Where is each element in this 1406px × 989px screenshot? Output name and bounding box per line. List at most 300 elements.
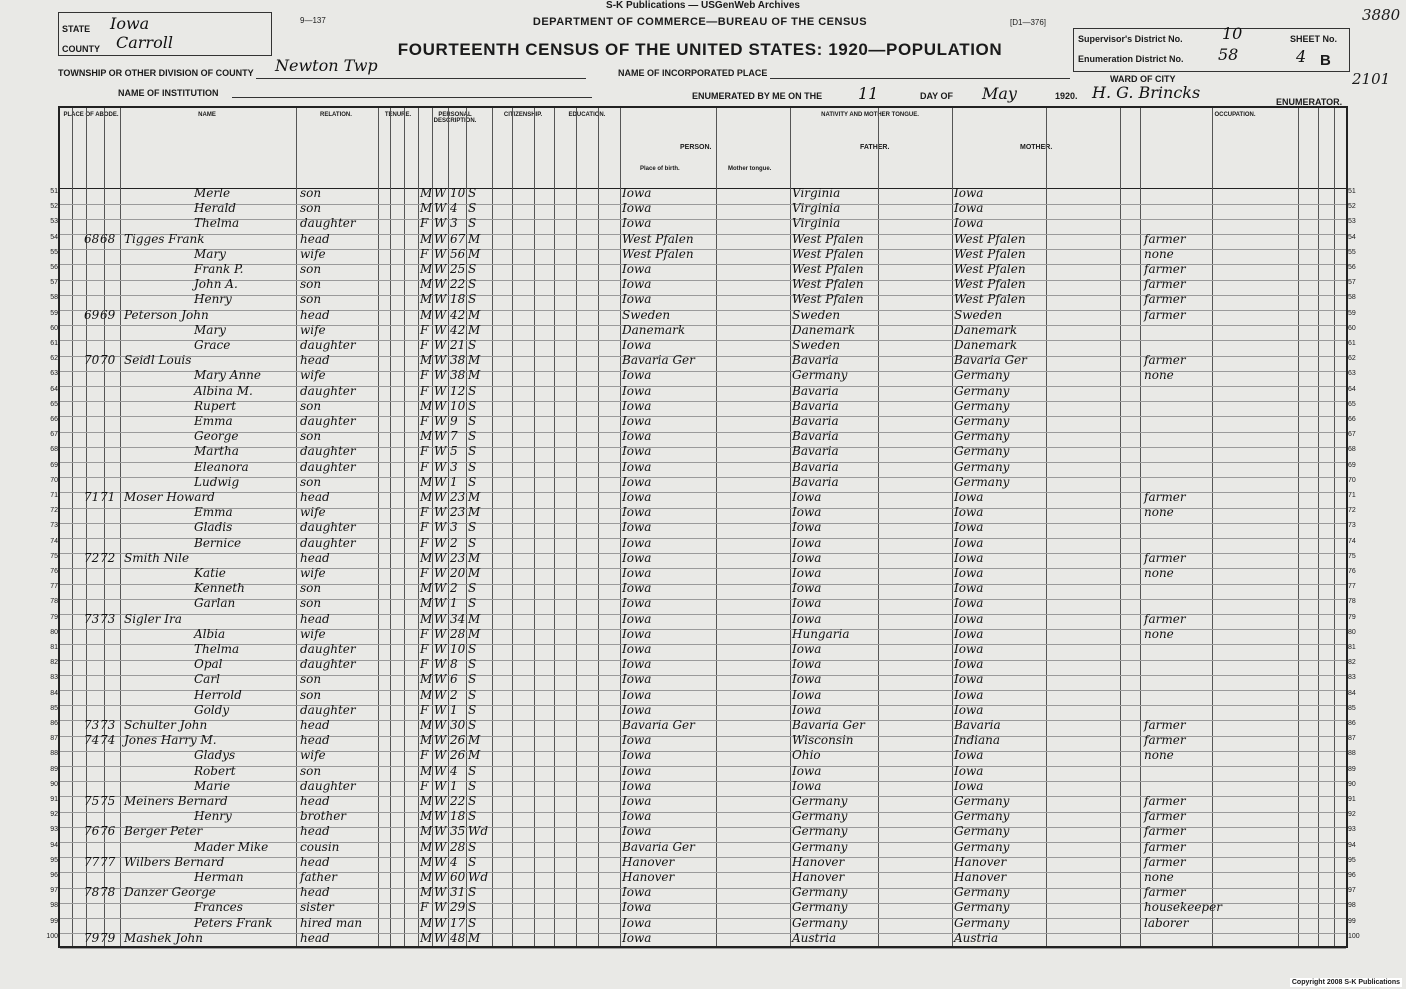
cell-age: 23 — [450, 550, 466, 565]
cell-mb: Iowa — [954, 702, 984, 717]
cell-rel: father — [300, 870, 337, 884]
cell-age: 10 — [450, 186, 466, 200]
cell-name: Garlan — [194, 596, 236, 611]
line-number-right: 59 — [1348, 309, 1356, 317]
cell-race: W — [434, 246, 447, 261]
cell-mb: Iowa — [954, 672, 984, 687]
cell-sex: F — [420, 444, 429, 459]
line-number-right: 77 — [1348, 583, 1356, 591]
enumeration-day: 11 — [858, 84, 879, 103]
cell-mb: Germany — [954, 383, 1010, 398]
cell-ms: M — [468, 353, 481, 368]
cell-rel: daughter — [300, 702, 356, 717]
cell-occ: none — [1144, 505, 1174, 520]
cell-sex: M — [420, 581, 433, 596]
cell-fb: Bavaria — [792, 444, 839, 459]
cell-fam: 79 — [100, 930, 116, 945]
cell-age: 8 — [450, 657, 458, 672]
cell-age: 26 — [450, 748, 466, 763]
cell-sex: M — [420, 687, 433, 702]
cell-fb: Germany — [792, 368, 848, 383]
cell-dw: 68 — [84, 231, 100, 246]
cell-fam: 68 — [100, 231, 116, 246]
cell-age: 38 — [450, 368, 466, 383]
ward-label: WARD OF CITY — [1110, 74, 1176, 84]
line-number: 53 — [50, 218, 58, 226]
cell-age: 18 — [450, 292, 466, 307]
line-number-right: 69 — [1348, 461, 1356, 469]
cell-race: W — [434, 718, 447, 732]
cell-name: John A. — [194, 277, 238, 292]
cell-name: Goldy — [194, 702, 230, 717]
cell-sex: F — [420, 383, 429, 398]
group-citizenship: CITIZENSHIP. — [503, 112, 543, 118]
cell-age: 4 — [450, 201, 458, 216]
cell-fb: Iowa — [792, 596, 822, 611]
cell-name: Sigler Ira — [124, 611, 182, 626]
line-number-right: 53 — [1348, 218, 1356, 226]
line-number-right: 65 — [1348, 400, 1356, 408]
cell-mb: Germany — [954, 459, 1010, 474]
cell-mb: Hanover — [954, 870, 1007, 884]
institution-label: NAME OF INSTITUTION — [118, 88, 219, 98]
cell-age: 42 — [450, 307, 466, 322]
cell-occ: none — [1144, 626, 1174, 641]
cell-ms: S — [468, 778, 477, 793]
cell-mb: Germany — [954, 444, 1010, 459]
cell-race: W — [434, 854, 447, 869]
cell-sex: F — [420, 626, 429, 641]
line-number-right: 89 — [1348, 765, 1356, 773]
cell-bp: Iowa — [622, 566, 652, 580]
cell-mb: Austria — [954, 930, 999, 945]
cell-fb: Germany — [792, 794, 848, 808]
line-number: 65 — [50, 400, 58, 408]
township-label: TOWNSHIP OR OTHER DIVISION OF COUNTY — [58, 68, 254, 78]
cell-age: 21 — [450, 338, 466, 352]
cell-bp: Iowa — [622, 550, 652, 565]
line-number: 86 — [50, 720, 58, 727]
cell-fb: West Pfalen — [792, 231, 864, 246]
cell-mb: Germany — [954, 839, 1010, 854]
line-number: 74 — [50, 537, 58, 545]
cell-bp: Iowa — [622, 520, 652, 535]
day-of-label: DAY OF — [920, 91, 954, 101]
line-number-right: 82 — [1348, 659, 1356, 667]
cell-mb: Danemark — [954, 322, 1018, 337]
line-number: 75 — [50, 552, 58, 560]
cell-mb: Iowa — [954, 535, 984, 550]
line-number: 89 — [50, 765, 58, 773]
cell-mb: Iowa — [954, 186, 984, 200]
cell-mb: Bavaria — [954, 718, 1001, 732]
cell-age: 22 — [450, 277, 466, 292]
cell-name: Emma — [194, 505, 233, 520]
cell-bp: Iowa — [622, 581, 652, 596]
cell-fam: 71 — [100, 490, 116, 504]
cell-rel: daughter — [300, 535, 356, 550]
cell-race: W — [434, 277, 447, 292]
cell-occ: farmer — [1144, 277, 1186, 292]
cell-rel: son — [300, 262, 322, 276]
cell-race: W — [434, 262, 447, 276]
cell-mb: Iowa — [954, 778, 984, 793]
cell-bp: Iowa — [622, 672, 652, 687]
enumeration-district-value: 58 — [1218, 45, 1239, 64]
line-number-right: 80 — [1348, 628, 1356, 636]
line-number-right: 61 — [1348, 340, 1356, 347]
cell-age: 28 — [450, 626, 466, 641]
line-number: 52 — [50, 203, 58, 211]
township-value: Newton Twp — [275, 56, 378, 75]
cell-rel: son — [300, 277, 322, 292]
line-number: 82 — [50, 659, 58, 667]
cell-name: Seidl Louis — [124, 353, 192, 368]
cell-ms: S — [468, 642, 477, 656]
cell-fb: Hanover — [792, 854, 845, 869]
line-number: 73 — [50, 522, 58, 530]
cell-sex: M — [420, 611, 433, 626]
cell-bp: Iowa — [622, 900, 652, 915]
line-number: 63 — [50, 370, 58, 378]
cell-sex: F — [420, 657, 429, 672]
cell-ms: S — [468, 809, 477, 824]
line-number: 67 — [50, 431, 58, 439]
cell-sex: M — [420, 186, 433, 200]
cell-mb: West Pfalen — [954, 231, 1026, 246]
cell-ms: S — [468, 596, 477, 611]
line-number: 70 — [50, 476, 58, 484]
cell-bp: Iowa — [622, 748, 652, 763]
cell-fb: Virginia — [792, 201, 841, 216]
cell-bp: Iowa — [622, 794, 652, 808]
cell-ms: Wd — [468, 870, 489, 884]
cell-ms: S — [468, 520, 477, 535]
cell-sex: F — [420, 459, 429, 474]
cell-sex: M — [420, 809, 433, 824]
cell-age: 7 — [450, 429, 458, 444]
cell-ms: M — [468, 748, 481, 763]
line-number: 96 — [50, 872, 58, 879]
line-number-right: 100 — [1348, 932, 1360, 940]
line-number: 99 — [50, 917, 58, 925]
cell-rel: head — [300, 490, 330, 504]
cell-name: Katie — [194, 566, 226, 580]
year-label: 1920. — [1055, 91, 1078, 101]
cell-rel: head — [300, 930, 330, 945]
line-number: 72 — [50, 507, 58, 515]
cell-race: W — [434, 596, 447, 611]
line-number: 92 — [50, 811, 58, 819]
cell-occ: farmer — [1144, 611, 1186, 626]
cell-name: Kenneth — [194, 581, 245, 596]
line-number: 91 — [50, 796, 58, 803]
cell-fam: 78 — [100, 885, 116, 900]
cell-occ: none — [1144, 368, 1174, 383]
cell-rel: daughter — [300, 520, 356, 535]
cell-name: Martha — [194, 444, 239, 459]
cell-sex: F — [420, 338, 429, 352]
line-number-right: 98 — [1348, 902, 1356, 910]
cell-sex: F — [420, 414, 429, 428]
cell-name: Schulter John — [124, 718, 208, 732]
cell-age: 9 — [450, 414, 458, 428]
cell-occ: farmer — [1144, 292, 1186, 307]
line-number-right: 85 — [1348, 704, 1356, 712]
cell-rel: son — [300, 672, 322, 687]
cell-mb: Iowa — [954, 657, 984, 672]
cell-fb: Virginia — [792, 186, 841, 200]
line-number: 66 — [50, 416, 58, 423]
cell-ms: S — [468, 398, 477, 413]
cell-bp: Iowa — [622, 885, 652, 900]
line-number: 64 — [50, 385, 58, 393]
cell-fam: 72 — [100, 550, 116, 565]
cell-ms: M — [468, 246, 481, 261]
cell-bp: Hanover — [622, 870, 675, 884]
line-number-right: 74 — [1348, 537, 1356, 545]
cell-ms: S — [468, 794, 477, 808]
cell-age: 6 — [450, 672, 458, 687]
line-number: 55 — [50, 248, 58, 256]
line-number: 85 — [50, 704, 58, 712]
cell-rel: wife — [300, 505, 326, 520]
cell-ms: S — [468, 657, 477, 672]
cell-race: W — [434, 550, 447, 565]
cell-age: 22 — [450, 794, 466, 808]
cell-rel: daughter — [300, 778, 356, 793]
cell-ms: S — [468, 429, 477, 444]
line-number: 57 — [50, 279, 58, 287]
line-number: 97 — [50, 887, 58, 895]
cell-occ: farmer — [1144, 262, 1186, 276]
cell-rel: son — [300, 292, 322, 307]
line-number: 76 — [50, 568, 58, 575]
cell-fb: Iowa — [792, 505, 822, 520]
cell-rel: daughter — [300, 642, 356, 656]
cell-rel: son — [300, 474, 322, 489]
cell-race: W — [434, 216, 447, 231]
cell-age: 10 — [450, 398, 466, 413]
cell-fb: Iowa — [792, 672, 822, 687]
cell-name: Herald — [194, 201, 236, 216]
header-place-of-birth: Place of birth. — [640, 166, 680, 172]
cell-mb: Hanover — [954, 854, 1007, 869]
line-number-right: 91 — [1348, 796, 1356, 803]
line-number-right: 52 — [1348, 203, 1356, 211]
cell-rel: wife — [300, 246, 326, 261]
line-number-right: 71 — [1348, 492, 1356, 499]
line-number-right: 64 — [1348, 385, 1356, 393]
cell-name: Peterson John — [124, 307, 209, 322]
cell-mb: Germany — [954, 474, 1010, 489]
cell-sex: M — [420, 398, 433, 413]
line-number-right: 76 — [1348, 568, 1356, 575]
incorporated-label: NAME OF INCORPORATED PLACE — [618, 68, 768, 78]
cell-sex: M — [420, 718, 433, 732]
cell-name: Tigges Frank — [124, 231, 205, 246]
cell-mb: Iowa — [954, 550, 984, 565]
cell-occ: farmer — [1144, 231, 1186, 246]
cell-age: 3 — [450, 216, 458, 231]
cell-race: W — [434, 505, 447, 520]
cell-ms: M — [468, 368, 481, 383]
cell-bp: Iowa — [622, 338, 652, 352]
cell-age: 10 — [450, 642, 466, 656]
cell-bp: Iowa — [622, 702, 652, 717]
cell-fb: Hungaria — [792, 626, 850, 641]
cell-race: W — [434, 186, 447, 200]
cell-fb: Germany — [792, 915, 848, 930]
cell-age: 1 — [450, 702, 458, 717]
cell-bp: Iowa — [622, 414, 652, 428]
cell-name: Smith Nile — [124, 550, 190, 565]
cell-name: Albina M. — [194, 383, 253, 398]
cell-race: W — [434, 885, 447, 900]
cell-race: W — [434, 490, 447, 504]
cell-age: 60 — [450, 870, 466, 884]
line-number: 56 — [50, 264, 58, 271]
line-number-right: 95 — [1348, 856, 1356, 864]
group-occupation: OCCUPATION. — [1214, 112, 1256, 118]
cell-ms: M — [468, 611, 481, 626]
copyright-notice: Copyright 2008 S-K Publications — [1291, 979, 1400, 986]
line-number-right: 87 — [1348, 735, 1356, 743]
cell-name: Rupert — [194, 398, 237, 413]
cell-race: W — [434, 839, 447, 854]
line-number-right: 58 — [1348, 294, 1356, 302]
line-number-right: 88 — [1348, 750, 1356, 758]
cell-rel: head — [300, 718, 330, 732]
cell-sex: M — [420, 231, 433, 246]
cell-bp: Iowa — [622, 368, 652, 383]
cell-age: 29 — [450, 900, 466, 915]
cell-sex: F — [420, 322, 429, 337]
cell-age: 35 — [450, 824, 466, 839]
cell-bp: West Pfalen — [622, 231, 694, 246]
cell-rel: daughter — [300, 444, 356, 459]
enumerator-label: ENUMERATOR. — [1276, 97, 1343, 107]
cell-age: 31 — [450, 885, 466, 900]
cell-name: Ludwig — [194, 474, 240, 489]
cell-age: 2 — [450, 581, 458, 596]
cell-sex: M — [420, 672, 433, 687]
cell-race: W — [434, 870, 447, 884]
cell-bp: Iowa — [622, 611, 652, 626]
line-number-right: 96 — [1348, 872, 1356, 879]
cell-occ: none — [1144, 870, 1174, 884]
cell-occ: farmer — [1144, 794, 1186, 808]
cell-occ: housekeeper — [1144, 900, 1222, 915]
cell-ms: M — [468, 550, 481, 565]
line-number-right: 54 — [1348, 233, 1356, 241]
cell-race: W — [434, 322, 447, 337]
cell-ms: S — [468, 292, 477, 307]
cell-sex: F — [420, 778, 429, 793]
cell-ms: M — [468, 626, 481, 641]
cell-fb: Bavaria — [792, 353, 839, 368]
cell-age: 4 — [450, 854, 458, 869]
cell-occ: farmer — [1144, 490, 1186, 504]
supervisor-label: Supervisor's District No. — [1078, 34, 1183, 44]
line-number-right: 75 — [1348, 552, 1356, 560]
enumerator-name: H. G. Brincks — [1092, 83, 1201, 102]
line-number-right: 93 — [1348, 826, 1356, 834]
cell-fam: 73 — [100, 718, 116, 732]
cell-name: Mary Anne — [194, 368, 261, 383]
cell-name: Peters Frank — [194, 915, 273, 930]
cell-occ: farmer — [1144, 824, 1186, 839]
cell-fb: West Pfalen — [792, 262, 864, 276]
cell-race: W — [434, 414, 447, 428]
cell-fb: Iowa — [792, 566, 822, 580]
cell-dw: 71 — [84, 490, 100, 504]
cell-name: Henry — [194, 292, 232, 307]
cell-mb: Germany — [954, 429, 1010, 444]
cell-bp: Iowa — [622, 687, 652, 702]
cell-bp: Iowa — [622, 398, 652, 413]
cell-sex: M — [420, 277, 433, 292]
cell-age: 42 — [450, 322, 466, 337]
cell-rel: head — [300, 885, 330, 900]
cell-rel: son — [300, 687, 322, 702]
group-relation: RELATION. — [320, 112, 352, 118]
cell-race: W — [434, 657, 447, 672]
cell-mb: Germany — [954, 900, 1010, 915]
cell-fb: Iowa — [792, 702, 822, 717]
cell-bp: Iowa — [622, 292, 652, 307]
cell-rel: son — [300, 398, 322, 413]
cell-mb: Iowa — [954, 490, 984, 504]
cell-sex: M — [420, 292, 433, 307]
line-number-right: 73 — [1348, 522, 1356, 530]
group-person: PERSON. — [680, 144, 712, 151]
cell-sex: M — [420, 824, 433, 839]
cell-occ: farmer — [1144, 809, 1186, 824]
cell-ms: S — [468, 702, 477, 717]
cell-name: Mashek John — [124, 930, 204, 945]
cell-fb: Germany — [792, 900, 848, 915]
cell-ms: S — [468, 186, 477, 200]
cell-sex: M — [420, 490, 433, 504]
cell-race: W — [434, 809, 447, 824]
cell-ms: M — [468, 505, 481, 520]
cell-race: W — [434, 626, 447, 641]
cell-name: Thelma — [194, 216, 240, 231]
enumerated-label: ENUMERATED BY ME ON THE — [692, 91, 823, 101]
cell-ms: S — [468, 581, 477, 596]
cell-ms: S — [468, 444, 477, 459]
state-label: STATE — [62, 24, 91, 34]
cell-rel: head — [300, 854, 330, 869]
cell-ms: S — [468, 839, 477, 854]
cell-race: W — [434, 201, 447, 216]
cell-mb: Iowa — [954, 642, 984, 656]
cell-age: 56 — [450, 246, 466, 261]
cell-ms: M — [468, 231, 481, 246]
cell-mb: Iowa — [954, 505, 984, 520]
cell-fb: West Pfalen — [792, 277, 864, 292]
cell-sex: F — [420, 505, 429, 520]
cell-race: W — [434, 748, 447, 763]
cell-race: W — [434, 733, 447, 748]
cell-age: 3 — [450, 459, 458, 474]
line-number-right: 94 — [1348, 841, 1356, 849]
cell-sex: M — [420, 353, 433, 368]
cell-age: 2 — [450, 535, 458, 550]
cell-sex: M — [420, 262, 433, 276]
line-number-right: 51 — [1348, 188, 1356, 195]
